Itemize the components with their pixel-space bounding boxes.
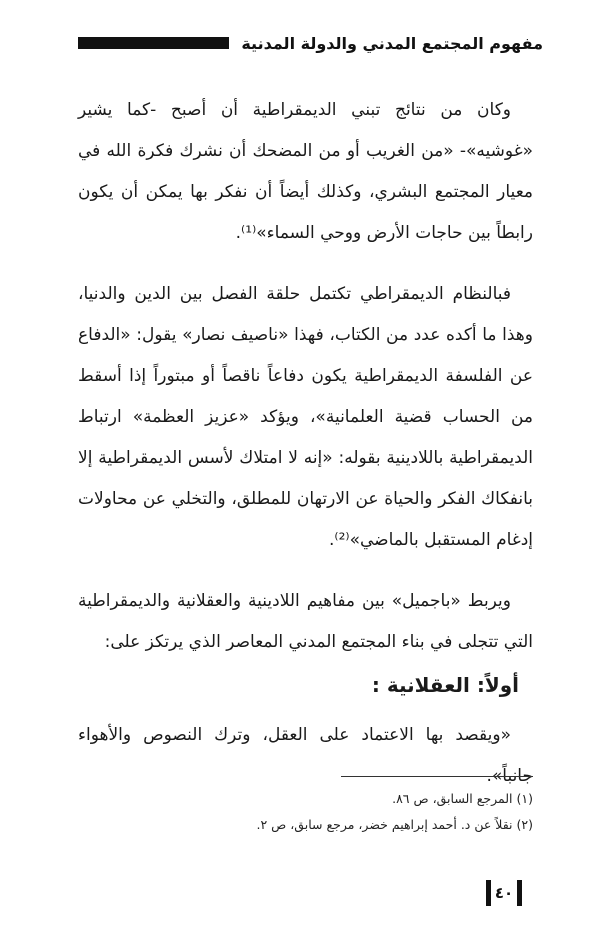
body-text [78, 90, 533, 797]
page-number-value: ٤٠ [494, 884, 514, 902]
footnotes [78, 786, 533, 838]
page-number-bar-left [486, 880, 491, 906]
page-number-bar-right [517, 880, 522, 906]
footnote-1: (١) المرجع السابق، ص ٨٦. [392, 791, 533, 806]
paragraph-3: ويربط «باجميل» بين مفاهيم اللادينية والعقلانية والديمقراطية التي تتجلى في بناء المجتمع المدني المعاصر الذي يرتكز على: [78, 591, 533, 652]
page-number [480, 880, 528, 906]
running-title: مفهوم المجتمع المدني والدولة المدنية [241, 33, 543, 53]
footnote-2: (٢) نقلاً عن د. أحمد إبراهيم خضر، مرجع سابق، ص ٢. [256, 817, 533, 832]
paragraph-2: فبالنظام الديمقراطي تكتمل حلقة الفصل بين الدين والدنيا، وهذا ما أكده عدد من الكتاب، فهذا «ناصيف نصار» يقول: «الدفاع عن الفلسفة الديمقراطية يكون دفاعاً ناقصاً أو مبتوراً إذا أسقط من الحساب قضية العلمانية»، ويؤكد «عزيز العظمة» ارتباط الديمقراطية باللادينية بقوله: «إنه لا امتلاك لأسس الديمقراطية إلا بانفكاك الفكر والحياة عن الارتهان للمطلق، والتخلي عن محاولات إدغام المستقبل بالماضي»⁽²⁾. [78, 284, 533, 550]
paragraph-1: وكان من نتائج تبني الديمقراطية أن أصبح -كما يشير «غوشيه»- «من الغريب أو من المضحك أن نشرك فكرة الله في معيار المجتمع البشري، وكذلك أيضاً أن نفكر بها يمكن أن يكون رابطاً بين حاجات الأرض ووحي السماء»⁽¹⁾. [78, 100, 533, 243]
paragraph-4: «ويقصد بها الاعتماد على العقل، وترك النصوص والأهواء جانباً». [78, 725, 533, 786]
footnote-divider [341, 776, 533, 777]
header-rule [78, 37, 229, 49]
section-heading: أولاً: العقلانية : [371, 673, 519, 697]
running-header [78, 30, 543, 56]
